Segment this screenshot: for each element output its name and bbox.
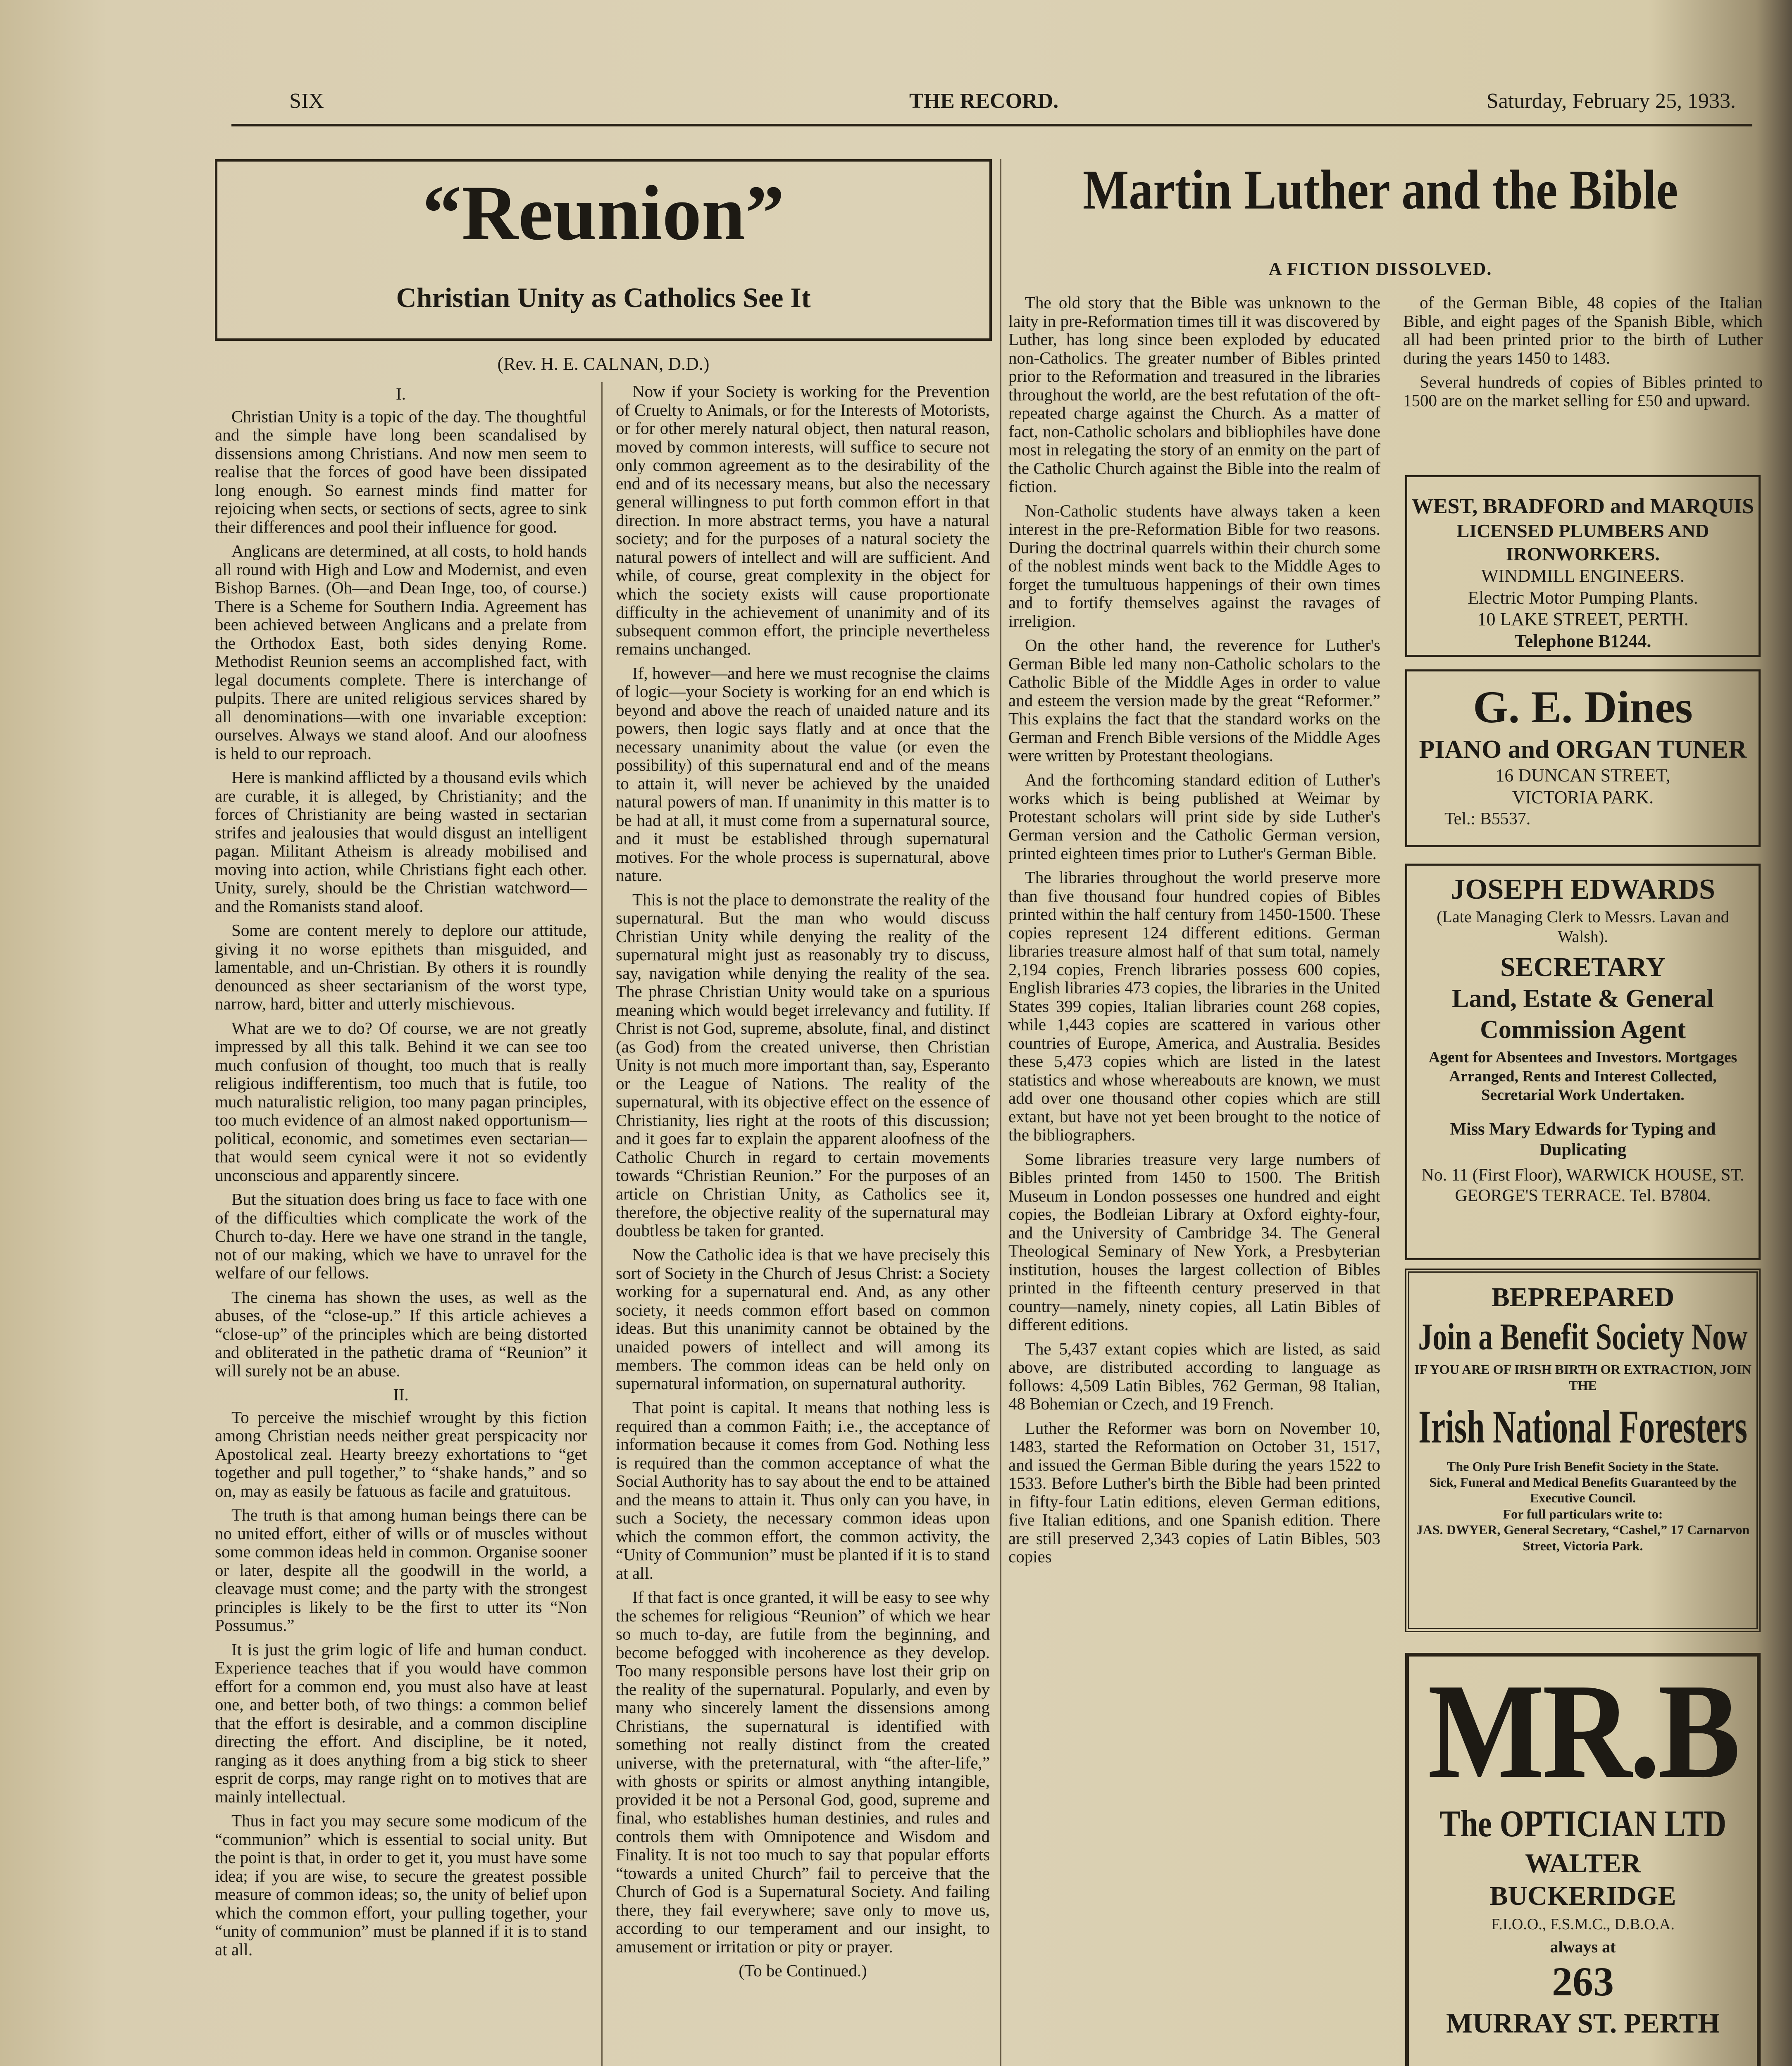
luther-column-1: [1008, 293, 1380, 1572]
article-paragraph: The truth is that among human beings there can be no united effort, either of wills or of muscles without some common ideas held in common. Organise sooner or later, despite all the goodwill in the world, a cleavage must come; and the party with the strongest principles is likely to be the first to utter its “Non Possumus.”: [215, 1505, 587, 1635]
article-paragraph: Non-Catholic students have always taken a keen interest in the pre-Reformation Bible for two reasons. During the doctrinal quarrels within their church some of the noblest minds went back to the Middle Ages to forget the tumultuous happenings of their own times and to fortify themselves against the ravages of irreligion.: [1008, 501, 1380, 631]
column-rule: [601, 382, 603, 2066]
article-paragraph: If, however—and here we must recognise the claims of logic—your Society is working for an end which is beyond and above the reach of unaided nature and its powers, then logic says flatly and at once that the necessary unanimity about the value (or even the possibility) of this supernatural end and of the means to attain it, will never be achieved by the unaided natural powers of man. If unanimity in this matter is to be had at all, it must come from a supernatural source, and it must be established through supernatural motives. For the whole process is supernatural, above nature.: [616, 663, 990, 885]
article-paragraph: Some libraries treasure very large numbers of Bibles printed from 1450 to 1500. The British Museum in London possesses one hundred and eight copies, the Bodleian Library at Oxford eighty-four, and the University of Cambridge 34. The General Theological Seminary of New York, a Presbyterian institution, houses the largest collection of Bibles printed in the fifteenth century preserved in that country—namely, ninety copies, all Latin Bibles of different editions.: [1008, 1149, 1380, 1334]
ad-line: always at: [1550, 1937, 1616, 1957]
ad-line: Sick, Funeral and Medical Benefits Guaranteed by the Executive Council.: [1429, 1474, 1737, 1506]
luther-subtitle: A FICTION DISSOLVED.: [1268, 259, 1492, 279]
reunion-column-1: [215, 382, 587, 1964]
article-paragraph: It is just the grim logic of life and human conduct. Experience teaches that if you would have common effort for a common end, you must also have at least one, and better both, of two things: a common belief that the effort is desirable, and a common discipline directing the effort. And discipline, be it noted, ranging as it does anything from a big stick to sheer esprit de corps, may range right on to motives that are mainly intellectual.: [215, 1640, 587, 1806]
article-paragraph: That point is capital. It means that nothing less is required than a common Faith; i.e., the acceptance of information because it comes from God. Nothing less is required than the common acceptance of what the Social Authority has to say about the end to be attained and the means to attain it. Thus only can you have, in such a Society, the necessary common ideas upon which the common effort, the common activity, the “Unity of Communion” must be planted if it is to stand at all.: [616, 1398, 990, 1583]
ad-line: For full particulars write to:: [1503, 1506, 1663, 1521]
ad-line: LICENSED PLUMBERS AND: [1456, 520, 1709, 542]
ad-line: MURRAY ST. PERTH: [1446, 2007, 1720, 2039]
page-number: SIX: [289, 89, 324, 113]
newspaper-name: THE RECORD.: [909, 89, 1059, 113]
section-number: II.: [393, 1385, 409, 1404]
reunion-byline: (Rev. H. E. CALNAN, D.D.): [497, 354, 710, 374]
ad-heading: WEST, BRADFORD and MARQUIS: [1411, 495, 1754, 518]
ad-mr-b-optician: [1405, 1653, 1761, 2066]
ad-line: BUCKERIDGE: [1489, 1881, 1676, 1911]
ad-heading: BEPREPARED: [1491, 1282, 1675, 1312]
article-paragraph: Now the Catholic idea is that we have precisely this sort of Society in the Church of Jesus Christ: a Society working for a supernatural end. And, as any other society, it needs common effort based on common ideas. But this unanimity cannot be obtained by the unaided powers of intellect and will among its members. The common ideas can be held only on supernatural information, on supernatural authority.: [616, 1245, 990, 1393]
article-paragraph: This is not the place to demonstrate the reality of the supernatural. But the man who would discuss Christian Unity while denying the reality of the supernatural might just as reasonably try to discuss, say, navigation while denying the reality of the sea. The phrase Christian Unity would take on a spurious meaning which would beget irrelevancy and futility. If Christ is not God, supreme, absolute, final, and distinct (as God) from the created universe, then Christian Unity is not much more important than, say, Esperanto or the League of Nations. The reality of the supernatural, with its objective effect on the essence of Christianity, lies right at the roots of this discussion; and it goes far to explain the apparent aloofness of the Catholic Church in regard to certain movements towards “Christian Reunion.” For the purposes of an article on Christian Unity, as Catholics see it, therefore, the objective reality of the supernatural may doubtless be taken for granted.: [616, 890, 990, 1240]
article-paragraph: What are we to do? Of course, we are not greatly impressed by all this talk. Behind it we can see too much confusion of thought, too much that is really religious indifferentism, too much that is futile, too much naturalistic religion, too many pagan principles, too much evidence of an almost naked opportunism—political, economic, and sometimes even sectarian—that would seem cynical were it not so evidently unconscious and apparently sincere.: [215, 1018, 587, 1185]
ad-dines: [1405, 669, 1761, 847]
ad-west-bradford: [1405, 475, 1761, 657]
ad-line: (Late Managing Clerk to Messrs. Lavan and Walsh).: [1437, 907, 1729, 946]
luther-title: Martin Luther and the Bible: [1082, 158, 1678, 221]
article-paragraph: To perceive the mischief wrought by this fiction among Christian needs neither great perspicacity nor Apostolical zeal. Hearty breezy exhortations to “get together and pull together,” to “shake hands,” and so on, may as easily be fatuous as facile and gratuitous.: [215, 1407, 587, 1500]
ad-line: 10 LAKE STREET, PERTH.: [1477, 609, 1689, 630]
ad-line: PIANO and ORGAN TUNER: [1419, 735, 1747, 764]
article-paragraph: But the situation does bring us face to face with one of the difficulties which complicate the work of the Church to-day. Here we have one strand in the tangle, not of our making, which we have to unravel for the welfare of our fellows.: [215, 1190, 587, 1282]
ad-line: IRONWORKERS.: [1506, 543, 1660, 564]
ad-line: WALTER: [1525, 1848, 1641, 1879]
ad-line: Miss Mary Edwards for Typing and Duplicating: [1450, 1119, 1716, 1160]
ad-line: The OPTICIAN LTD: [1439, 1803, 1727, 1845]
section-number: I.: [396, 384, 406, 403]
ad-line: Land, Estate & General: [1452, 985, 1714, 1013]
page-header: [289, 89, 1736, 118]
reunion-column-2: [616, 382, 990, 1984]
ad-line: The Only Pure Irish Benefit Society in the State.: [1446, 1459, 1719, 1474]
article-paragraph: If that fact is once granted, it will be easy to see why the schemes for religious “Reunion” of which we hear so much to-day, are futile from the beginning, and become befogged with incoherence as they develop. Too many responsible persons have lost their grip on the reality of the supernatural. Popularly, and even by many who sincerely lament the dissensions among Christians, the supernatural is identified with something not really distinct from the created universe, with the preternatural, with “the after-life,” with ghosts or spirits or almost anything intangible, provided it be not a Personal God, good, supreme and final, who establishes human destinies, and rules and controls them with Omnipotence and Wisdom and Finality. It is not too much to say that popular efforts “towards a united Church” fail to perceive that the Church of God is a Supernatural Society. And failing there, they fail everywhere; save only to move us, according to our temperament and our insight, to amusement or irritation or pity or prayer.: [616, 1588, 990, 1956]
ad-line: Electric Motor Pumping Plants.: [1468, 587, 1698, 608]
ad-line: Commission Agent: [1480, 1015, 1686, 1044]
mr-b-logo: MR.B: [1427, 1655, 1738, 1807]
to-be-continued: (To be Continued.): [739, 1961, 867, 1980]
article-paragraph: of the German Bible, 48 copies of the Italian Bible, and eight pages of the Spanish Bible, which all had been printed prior to the birth of Luther during the years 1450 to 1483.: [1403, 293, 1763, 367]
reunion-subtitle: Christian Unity as Catholics See It: [396, 282, 811, 313]
reunion-headline-box: [215, 159, 992, 341]
article-paragraph: Here is mankind afflicted by a thousand evils which are curable, it is alleged, by Christianity; and the forces of Christianity are being wasted in sectarian strifes and jealousies that would disgust an intelligent pagan. Militant Atheism is already mobilised and moving into action, while Christians fight each other. Unity, surely, should be the Christian watchword—and the Romanists stand aloof.: [215, 768, 587, 916]
article-paragraph: Christian Unity is a topic of the day. The thoughtful and the simple have long been scandalised by dissensions among Christians. And now men seem to realise that the forces of good have been dissipated long enough. So earnest minds find matter for rejoicing when sects, or sections of sects, agree to sink their differences and pool their influence for good.: [215, 407, 587, 536]
article-paragraph: The cinema has shown the uses, as well as the abuses, of the “close-up.” If this article achieves a “close-up” of the principles which are being distorted and obliterated in the pathetic drama of “Reunion” it will surely not be an abuse.: [215, 1287, 587, 1380]
ad-joseph-edwards: [1405, 864, 1761, 1260]
ad-line: WINDMILL ENGINEERS.: [1481, 565, 1685, 586]
article-paragraph: Some are content merely to deplore our attitude, giving it no worse epithets than misguided, and lamentable, and un-Christian. By others it is roundly denounced as sheer sectarianism of the worst type, narrow, hard, bitter and utterly mischievous.: [215, 921, 587, 1013]
article-paragraph: Anglicans are determined, at all costs, to hold hands all round with High and Low and Modernist, and even Bishop Barnes. (Oh—and Dean Inge, too, of course.) There is a Scheme for Southern India. Agreement has been achieved between Anglicans and a prelate from the Orthodox East, both sides denying Rome. Methodist Reunion seems an accomplished fact, with legal documents complete. There is interchange of pulpits. There are united religious services shared by all denominations—with one invariable exception: ourselves. Always we stand aloof. And our aloofness is held to our reproach.: [215, 541, 587, 763]
ad-line: No. 11 (First Floor), WARWICK HOUSE, ST. GEORGE'S TERRACE. Tel. B7804.: [1421, 1165, 1744, 1205]
article-paragraph: On the other hand, the reverence for Luther's German Bible led many non-Catholic scholars to the Catholic Bible of the Middle Ages in order to value and esteem the version made by the great “Reformer.” This explains the fact that the standard works on the German and French Bible versions of the Middle Ages were written by Protestant theologians.: [1008, 636, 1380, 765]
ad-heading: JOSEPH EDWARDS: [1451, 874, 1715, 905]
ad-irish-foresters: [1405, 1269, 1761, 1632]
ad-line: Join a Benefit Society Now: [1418, 1316, 1748, 1358]
ad-line: 16 DUNCAN STREET,: [1495, 765, 1670, 786]
ad-line: Telephone B1244.: [1514, 631, 1651, 652]
article-paragraph: Now if your Society is working for the Prevention of Cruelty to Animals, or for the Interests of Motorists, or for other merely natural object, then natural reason, moved by common interests, will suffice to secure not only common agreement as to the desirability of the end and of its necessary means, but also the necessary general willingness to put forth common effort in that direction. In more abstract terms, you have a natural society; and for the purposes of a natural society the natural powers of intellect and will are sufficient. And while, of course, great complexity in the object for which the society exists will cause proportionate difficulty in the achievement of unanimity and of its subsequent common effort, the principle nevertheless remains unchanged.: [616, 382, 990, 658]
ad-line: Agent for Absentees and Investors. Mortgages Arranged, Rents and Interest Collected, Secretarial Work Undertaken.: [1428, 1048, 1737, 1104]
ad-heading: G. E. Dines: [1473, 682, 1693, 732]
ad-line: F.I.O.O., F.S.M.C., D.B.O.A.: [1491, 1915, 1675, 1933]
article-paragraph: The 5,437 extant copies which are listed, as said above, are distributed according to language as follows: 4,509 Latin Bibles, 762 German, 98 Italian, 48 Bohemian or Czech, and 19 French.: [1008, 1339, 1380, 1413]
ad-line: VICTORIA PARK.: [1512, 787, 1654, 808]
column-rule: [1000, 159, 1001, 2066]
header-rule: [231, 124, 1752, 126]
ad-line: 263: [1552, 1959, 1614, 2005]
ad-line: JAS. DWYER, General Secretary, “Cashel,” 17 Carnarvon Street, Victoria Park.: [1416, 1522, 1750, 1553]
article-paragraph: Thus in fact you may secure some modicum of the “communion” which is essential to social unity. But the point is that, in order to get it, you must have some idea; if you are wise, to secure the greatest possible measure of common ideas; so, the unity of belief upon which the common effort, your pulling together, your “unity of communion” must be planned if it is to stand at all.: [215, 1811, 587, 1959]
article-paragraph: Several hundreds of copies of Bibles printed to 1500 are on the market selling for £50 and upward.: [1403, 372, 1763, 410]
reunion-title: “Reunion”: [422, 170, 785, 257]
article-paragraph: The libraries throughout the world preserve more than five thousand four hundred copies of Bibles printed within the half century from 1450-1500. These copies represent 124 different editions. German libraries treasure almost half of that sum total, namely 2,194 copies, French libraries possess 600 copies, English libraries 473 copies, the libraries in the United States 399 copies, Italian libraries count 268 copies, while 1,443 copies are scattered in various other countries of Europe, America, and Australia. Besides these 5,473 copies which are listed in the latest statistics and whose whereabouts are known, we must add over one thousand other copies which are still extant, but have not yet been brought to the notice of the bibliographers.: [1008, 868, 1380, 1144]
article-paragraph: Luther the Reformer was born on November 10, 1483, started the Reformation on October 31, 1517, and issued the German Bible during the years 1522 to 1533. Before Luther's birth the Bible had been printed in fifty-four Latin editions, eleven German editions, five Italian editions, and one Spanish edition. There are still preserved 2,343 copies of Latin Bibles, 503 copies: [1008, 1418, 1380, 1566]
ad-line: Irish National Foresters: [1418, 1400, 1747, 1453]
luther-column-2: [1403, 293, 1763, 415]
ad-line: SECRETARY: [1500, 952, 1666, 982]
ad-line: Tel.: B5537.: [1444, 809, 1531, 828]
article-paragraph: The old story that the Bible was unknown to the laity in pre-Reformation times till it was discovered by Luther, has long since been exploded by educated non-Catholics. The greater number of Bibles printed prior to the Reformation and treasured in the libraries throughout the world, are the best refutation of the oft-repeated charge against the Church. As a matter of fact, non-Catholic scholars and bibliophiles have done most in relegating the story of an enmity on the part of the Catholic Church against the Bible into the realm of fiction.: [1008, 293, 1380, 496]
issue-date: Saturday, February 25, 1933.: [1486, 89, 1736, 113]
article-paragraph: And the forthcoming standard edition of Luther's works which is being published at Weimar by Protestant scholars will print side by side Luther's German version and the Catholic German version, printed eighteen times prior to Luther's German Bible.: [1008, 770, 1380, 863]
ad-line: IF YOU ARE OF IRISH BIRTH OR EXTRACTION, JOIN THE: [1414, 1362, 1751, 1393]
